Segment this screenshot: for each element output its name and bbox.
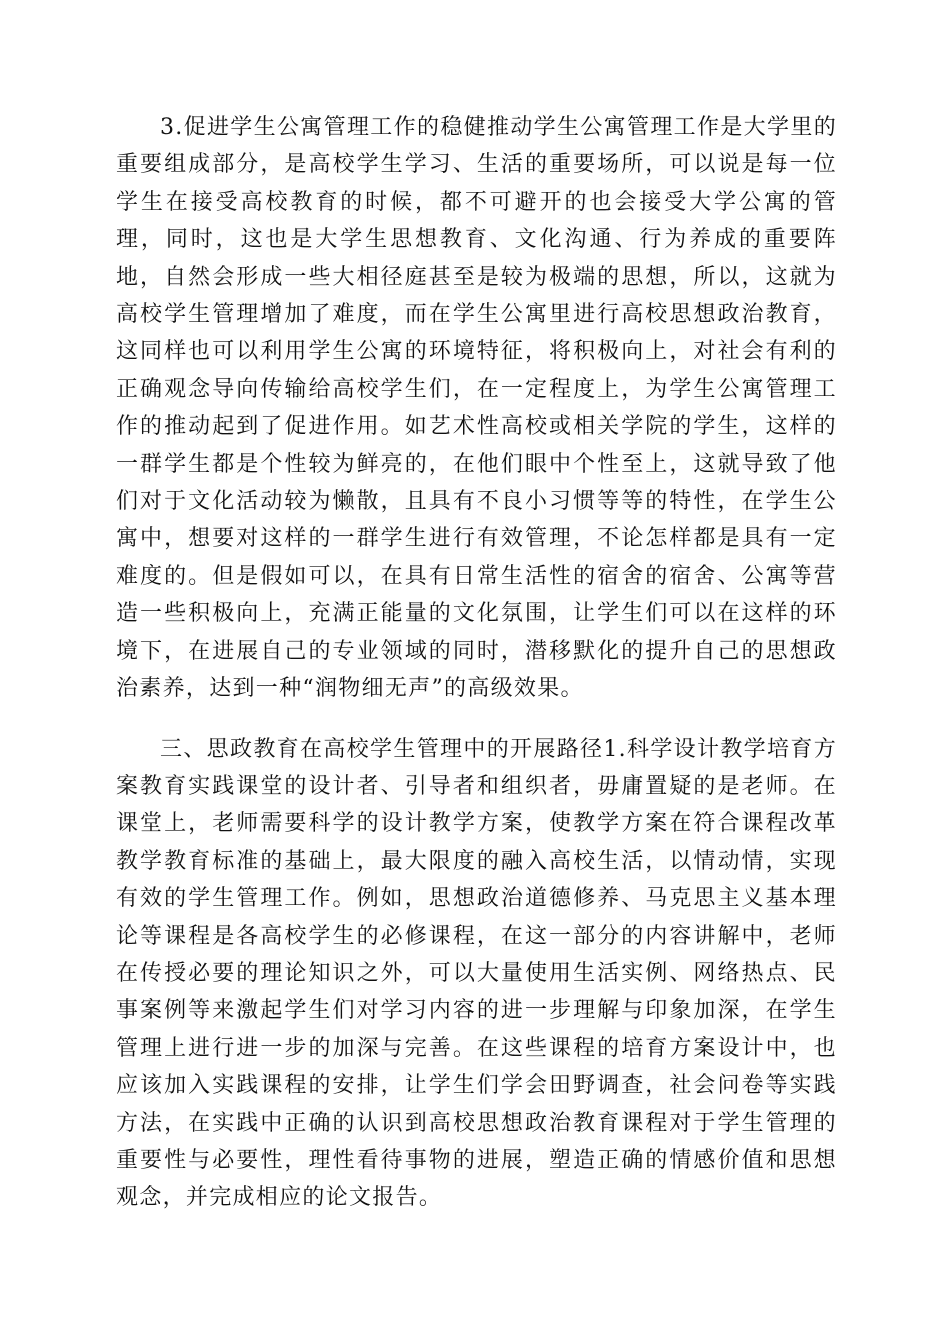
document-body: [116, 109, 837, 1217]
paragraph-student-apartment: 3.促进学生公寓管理工作的稳健推动学生公寓管理工作是大学里的重要组成部分，是高校学生学习、生活的重要场所，可以说是每一位学生在接受高校教育的时候，都不可避开的也会接受大学公寓的管理，同时，这也是大学生思想教育、文化沟通、行为养成的重要阵地，自然会形成一些大相径庭甚至是较为极端的思想，所以，这就为高校学生管理增加了难度，而在学生公寓里进行高校思想政治教育，这同样也可以利用学生公寓的环境特征，将积极向上，对社会有利的正确观念导向传输给高校学生们，在一定程度上，为学生公寓管理工作的推动起到了促进作用。如艺术性高校或相关学院的学生，这样的一群学生都是个性较为鲜亮的，在他们眼中个性至上，这就导致了他们对于文化活动较为懒散，且具有不良小习惯等等的特性，在学生公寓中，想要对这样的一群学生进行有效管理，不论怎样都是具有一定难度的。但是假如可以，在具有日常生活性的宿舍的宿舍、公寓等营造一些积极向上，充满正能量的文化氛围，让学生们可以在这样的环境下，在进展自己的专业领域的同时，潜移默化的提升自己的思想政治素养，达到一种“润物细无声”的高级效果。: [116, 115, 837, 702]
paragraph-implementation-path: 三、思政教育在高校学生管理中的开展路径1.科学设计教学培育方案教育实践课堂的设计者、引导者和组织者，毋庸置疑的是老师。在课堂上，老师需要科学的设计教学方案，使教学方案在符合课程改革教学教育标准的基础上，最大限度的融入高校生活，以情动情，实现有效的学生管理工作。例如，思想政治道德修养、马克思主义基本理论等课程是各高校学生的必修课程，在这一部分的内容讲解中，老师在传授必要的理论知识之外，可以大量使用生活实例、网络热点、民事案例等来激起学生们对学习内容的进一步理解与印象加深，在学生管理上进行进一步的加深与完善。在这些课程的培育方案设计中，也应该加入实践课程的安排，让学生们学会田野调查，社会问卷等实践方法，在实践中正确的认识到高校思想政治教育课程对于学生管理的重要性与必要性，理性看待事物的进展，塑造正确的情感价值和思想观念，并完成相应的论文报告。: [116, 736, 837, 1211]
